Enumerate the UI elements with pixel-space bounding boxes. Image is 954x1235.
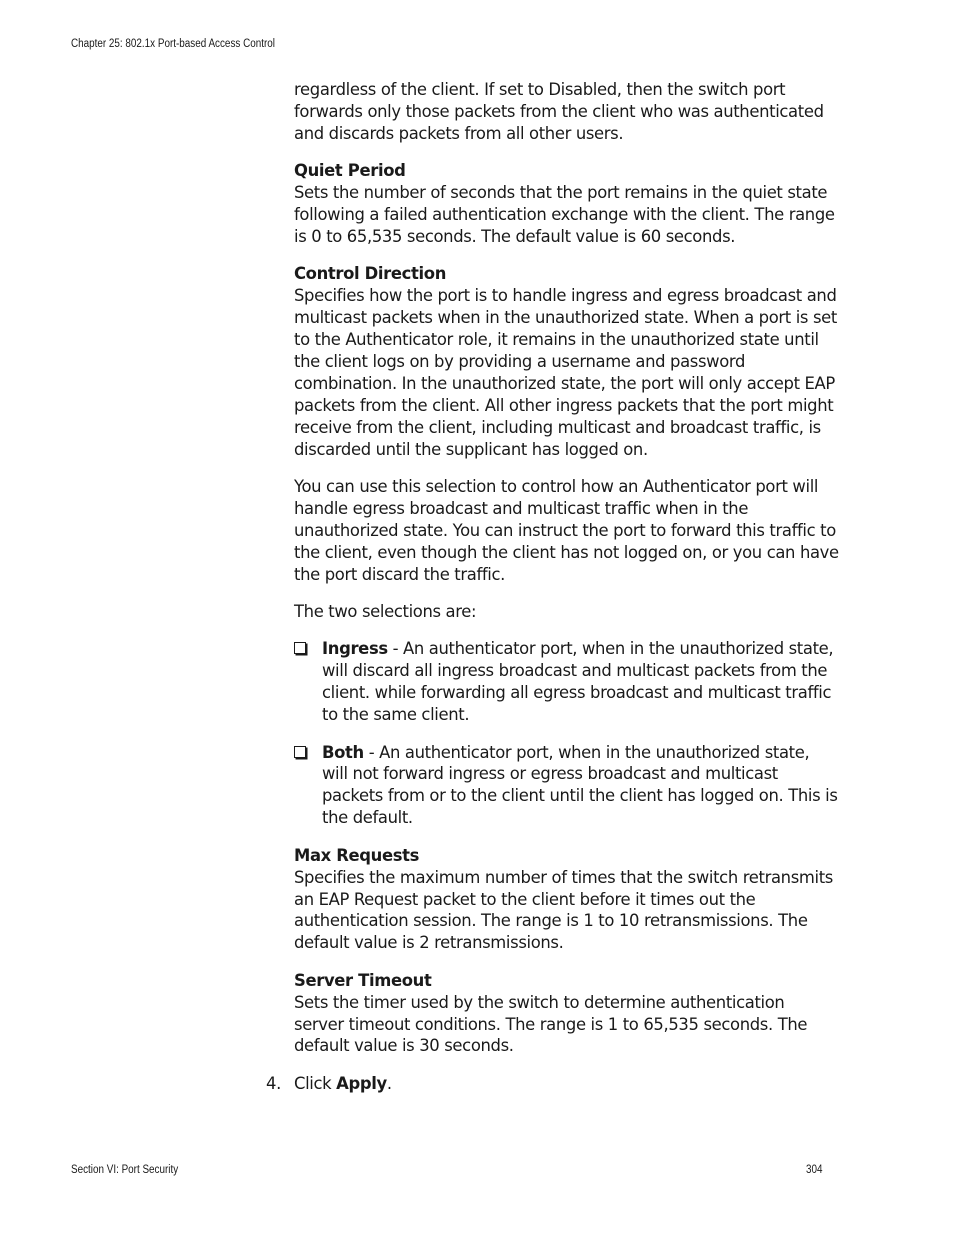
max-requests-heading: Max Requests (294, 845, 420, 865)
control-direction-text-2: You can use this selection to control how an Authenticator port will handle egress broadcast and multicast traffic when in the unauthorized state. You can instruct the port to forward this traffic to the client, even though the client has not logged on, or you can have the port discard the traffic. (294, 477, 839, 584)
intro-paragraph: regardless of the client. If set to Disabled, then the switch port forwards only those packets from the client who was authenticated and discards packets from all other users. (294, 80, 824, 143)
step-prefix: Click (294, 1073, 337, 1093)
page-number: 304 (806, 1164, 823, 1176)
option-description: - An authenticator port, when in the unauthorized state, will not forward ingress or egress broadcast and multicast packets from or to the client until the client has logged on. This is the default. (322, 742, 838, 828)
server-timeout-text: Sets the timer used by the switch to determine authentication server timeout conditions. The range is 1 to 65,535 seconds. The default value is 30 seconds. (294, 992, 808, 1056)
server-timeout-heading: Server Timeout (294, 970, 432, 990)
quiet-period-text: Sets the number of seconds that the port remains in the quiet state following a failed authentication exchange with the client. The range is 0 to 65,535 seconds. The default value is 60 seconds. (294, 183, 835, 246)
list-item-both (294, 742, 839, 830)
running-header: Chapter 25: 802.1x Port-based Access Control (71, 38, 275, 50)
max-requests-text: Specifies the maximum number of times that the switch retransmits an EAP Request packet to the client before it times out the authentication session. The range is 1 to 10 retransmissions. The default value is 2 retransmissions. (294, 867, 833, 953)
option-description: - An authenticator port, when in the unauthorized state, will discard all ingress broadcast and multicast packets from the client. while forwarding all egress broadcast and multicast traffic to the same client. (322, 639, 834, 725)
checkbox-bullet-icon (294, 642, 306, 654)
quiet-period-heading: Quiet Period (294, 161, 406, 181)
apply-label: Apply (336, 1073, 387, 1093)
step-apply (266, 1073, 839, 1095)
option-term: Ingress (322, 639, 388, 659)
selections-intro: The two selections are: (294, 602, 477, 622)
list-item-ingress (294, 638, 839, 726)
option-term: Both (322, 742, 364, 762)
step-suffix: . (386, 1073, 392, 1093)
page-body (266, 79, 839, 1095)
footer-section: Section VI: Port Security (71, 1164, 179, 1176)
control-direction-text: Specifies how the port is to handle ingress and egress broadcast and multicast packets when in the unauthorized state. When a port is set to the Authenticator role, it remains in the unauthorized state until the client logs on by providing a username and password combination. In the unauthorized state, the port will only accept EAP packets from the client. All other ingress packets that the port might receive from the client, including multicast and broadcast traffic, is discarded until the supplicant has logged on. (294, 286, 837, 459)
control-direction-heading: Control Direction (294, 264, 447, 284)
step-number: 4. (266, 1073, 281, 1093)
checkbox-bullet-icon (294, 746, 306, 758)
